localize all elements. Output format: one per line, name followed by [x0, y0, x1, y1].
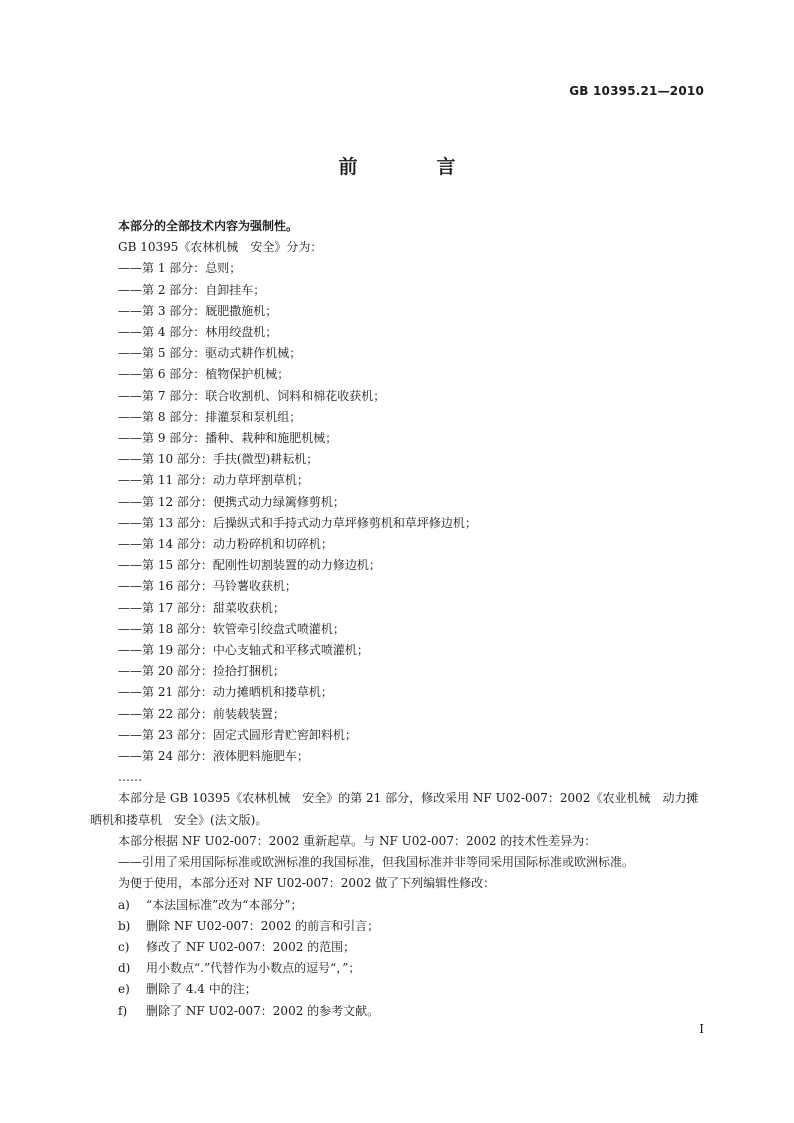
mandatory-note: 本部分的全部技术内容为强制性。 — [118, 219, 299, 233]
list-item: ——第 13 部分：后操纵式和手持式动力草坪修剪机和草坪修边机； — [118, 515, 477, 530]
paragraph-drafting: 本部分根据 NF U02-007：2002 重新起草。与 NF U02-007：2002 的技术性差异为： — [118, 833, 597, 848]
list-item: ——第 10 部分：手扶(微型)耕耘机； — [118, 452, 319, 467]
list-item: ——第 19 部分：中心支轴式和平移式喷灌机； — [118, 643, 369, 658]
list-item: ——第 2 部分：自卸挂车； — [118, 282, 266, 297]
paragraph-editorial-intro: 为便于使用，本部分还对 NF U02-007：2002 做了下列编辑性修改： — [118, 876, 496, 891]
edits-list — [90, 895, 706, 1022]
standard-code: GB 10395.21—2010 — [569, 84, 704, 98]
page-title: 前 言 — [338, 156, 486, 178]
list-item: ——第 20 部分：捡拾打捆机； — [118, 664, 285, 679]
list-item — [90, 1001, 706, 1022]
list-item: ——第 17 部分：甜菜收获机； — [118, 600, 285, 615]
list-item: ——第 15 部分：配刚性切割装置的动力修边机； — [118, 558, 381, 573]
list-item: ——第 16 部分：马铃薯收获机； — [118, 579, 297, 594]
item-text: 删除了 NF U02-007：2002 的参考文献。 — [146, 1003, 380, 1018]
list-item — [90, 916, 706, 937]
list-item: ——第 12 部分：便携式动力绿篱修剪机； — [118, 494, 345, 509]
item-text: “本法国标准”改为“本部分”； — [146, 897, 303, 912]
list-item: ——第 9 部分：播种、栽种和施肥机械； — [118, 431, 338, 446]
list-item: ——第 24 部分：液体肥料施肥车； — [118, 749, 309, 764]
list-item: ——第 22 部分：前装载装置； — [118, 706, 285, 721]
item-text: 删除了 4.4 中的注； — [146, 982, 257, 997]
list-item: ——第 6 部分：植物保护机械； — [118, 367, 290, 382]
list-item: ——第 7 部分：联合收割机、饲料和棉花收获机； — [118, 388, 386, 403]
item-label: f) — [118, 1003, 128, 1018]
item-label: b) — [118, 918, 131, 933]
item-label: c) — [118, 939, 130, 954]
list-item: ——第 4 部分：林用绞盘机； — [118, 325, 278, 340]
page-number: I — [699, 1022, 704, 1036]
list-item: ——第 1 部分：总则； — [118, 261, 242, 276]
item-label: a) — [118, 897, 130, 912]
list-item — [90, 895, 706, 916]
item-label: d) — [118, 961, 131, 976]
list-item: ——第 8 部分：排灌泵和泵机组； — [118, 409, 302, 424]
list-item — [90, 979, 706, 1000]
list-item: ——第 11 部分：动力草坪割草机； — [118, 473, 309, 488]
parts-list — [90, 258, 706, 788]
item-label: e) — [118, 982, 130, 997]
paragraph-adoption: 本部分是 GB 10395《农林机械 安全》的第 21 部分，修改采用 NF U02-007：2002《农业机械 动力摊晒机和搂草机 安全》(法文版)。 — [90, 791, 699, 827]
item-text: 删除 NF U02-007：2002 的前言和引言； — [146, 918, 380, 933]
series-intro: GB 10395《农林机械 安全》分为： — [118, 240, 323, 255]
paragraph-technical-difference: ——引用了采用国际标准或欧洲标准的我国标准，但我国标准并非等同采用国际标准或欧洲标准。 — [118, 855, 635, 870]
list-item: ——第 3 部分：厩肥撒施机； — [118, 303, 278, 318]
foreword-body — [90, 216, 706, 1022]
list-item — [90, 937, 706, 958]
list-item: ——第 14 部分：动力粉碎机和切碎机； — [118, 537, 333, 552]
item-text: 用小数点“.”代替作为小数点的逗号“，”； — [146, 961, 361, 976]
list-item: ——第 18 部分：软管牵引绞盘式喷灌机； — [118, 621, 345, 636]
list-item: ——第 21 部分：动力摊晒机和搂草机； — [118, 685, 333, 700]
list-item: ——第 5 部分：驱动式耕作机械； — [118, 346, 302, 361]
list-item: ——第 23 部分：固定式圆形青贮窖卸料机； — [118, 727, 357, 742]
item-text: 修改了 NF U02-007：2002 的范围； — [146, 939, 356, 954]
list-item — [90, 958, 706, 979]
ellipsis: …… — [118, 770, 142, 785]
